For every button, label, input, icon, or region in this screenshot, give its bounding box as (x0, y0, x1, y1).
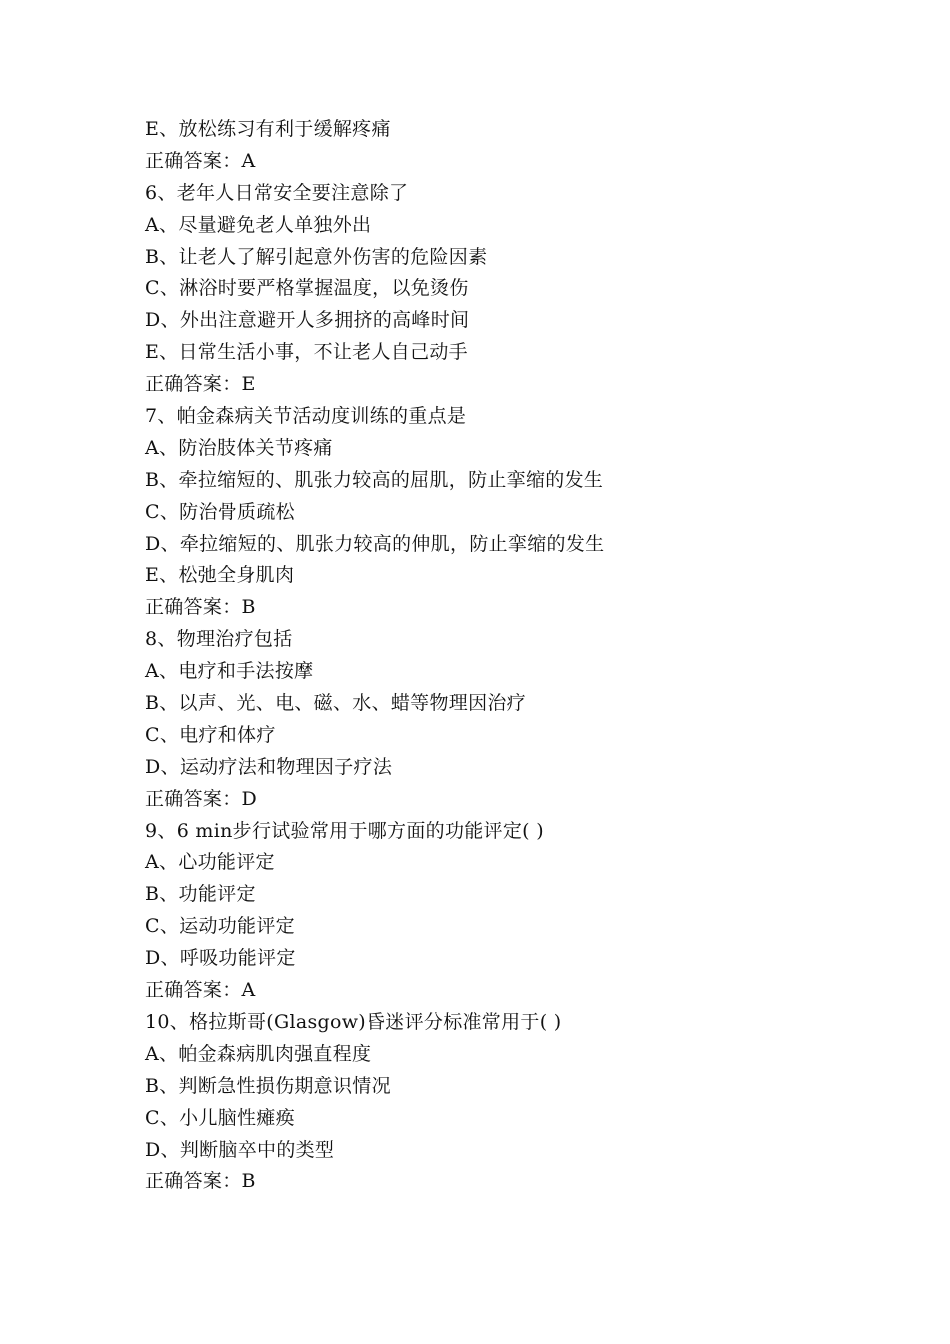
option-line: A、防治肢体关节疼痛 (145, 436, 333, 459)
question-line: 7、帕金森病关节活动度训练的重点是 (145, 405, 467, 428)
question-line: 6、老年人日常安全要注意除了 (145, 181, 409, 204)
question-line: 10、格拉斯哥(Glasgow)昏迷评分标准常用于( ) (145, 1010, 562, 1033)
answer-line: 正确答案：B (145, 596, 256, 619)
option-line: B、判断急性损伤期意识情况 (145, 1074, 391, 1097)
question-line: 9、6 min步行试验常用于哪方面的功能评定( ) (145, 819, 544, 842)
option-line: D、呼吸功能评定 (145, 947, 296, 970)
question-line: 8、物理治疗包括 (145, 628, 293, 651)
option-line: E、日常生活小事，不让老人自己动手 (145, 341, 468, 364)
option-line: A、尽量避免老人单独外出 (145, 213, 372, 236)
option-line: A、心功能评定 (145, 851, 275, 874)
option-line: D、判断脑卒中的类型 (145, 1138, 335, 1161)
option-line: E、松弛全身肌肉 (145, 564, 295, 587)
answer-line: 正确答案：A (145, 149, 256, 172)
option-line: E、放松练习有利于缓解疼痛 (145, 118, 391, 140)
option-line: D、牵拉缩短的、肌张力较高的伸肌，防止挛缩的发生 (145, 532, 605, 555)
option-line: B、以声、光、电、磁、水、蜡等物理因治疗 (145, 692, 526, 715)
option-line: C、防治骨质疏松 (145, 500, 295, 523)
option-line: C、小儿脑性瘫痪 (145, 1106, 295, 1129)
option-line: C、电疗和体疗 (145, 723, 276, 746)
option-line: D、运动疗法和物理因子疗法 (145, 755, 393, 778)
option-line: A、帕金森病肌肉强直程度 (145, 1042, 372, 1065)
answer-line: 正确答案：E (145, 373, 256, 396)
option-line: A、电疗和手法按摩 (145, 660, 314, 683)
option-line: B、让老人了解引起意外伤害的危险因素 (145, 245, 488, 268)
answer-line: 正确答案：D (145, 787, 258, 810)
option-line: D、外出注意避开人多拥挤的高峰时间 (145, 309, 470, 332)
answer-line: 正确答案：A (145, 979, 256, 1002)
option-line: C、运动功能评定 (145, 915, 295, 938)
answer-line: 正确答案：B (145, 1170, 256, 1193)
option-line: C、淋浴时要严格掌握温度，以免烫伤 (145, 277, 469, 300)
question-list (145, 114, 845, 1198)
option-line: B、功能评定 (145, 883, 256, 906)
option-line: B、牵拉缩短的、肌张力较高的屈肌，防止挛缩的发生 (145, 468, 604, 491)
